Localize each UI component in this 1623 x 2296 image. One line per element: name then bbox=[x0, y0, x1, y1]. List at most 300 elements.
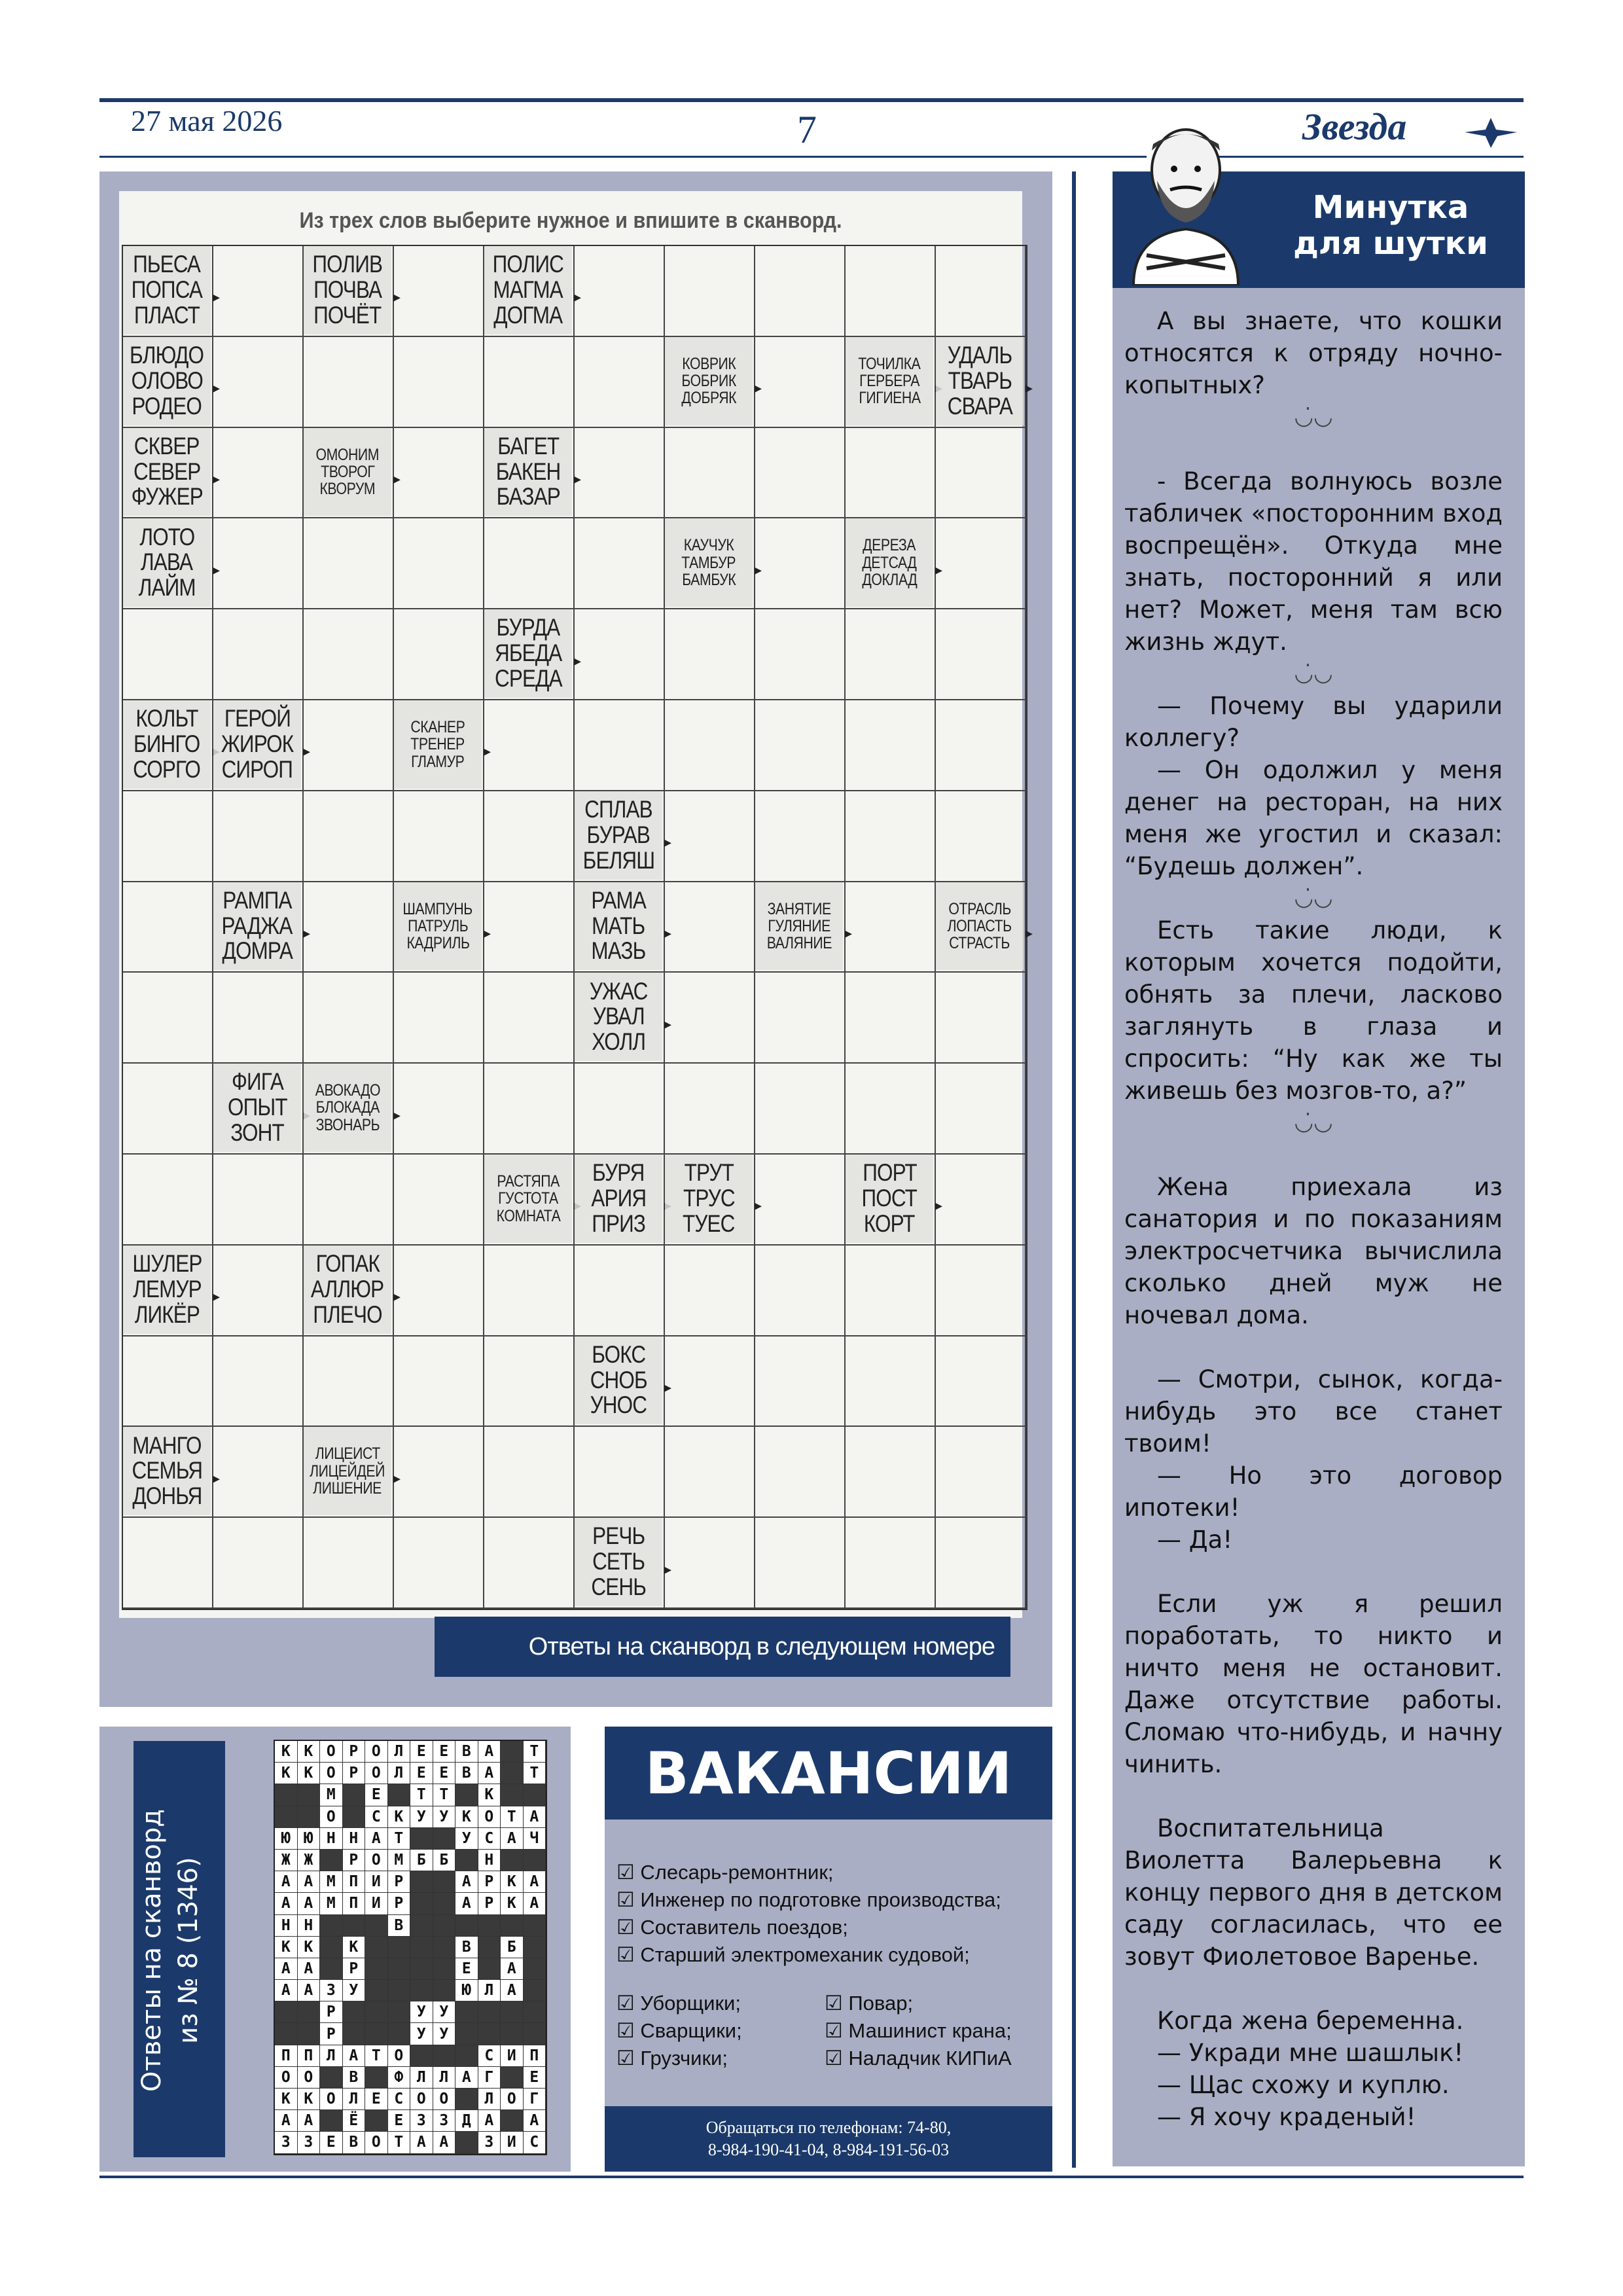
crossword-cell[interactable] bbox=[394, 1518, 484, 1609]
clue-word: ДОКЛАД bbox=[862, 570, 917, 589]
answer-cell: О bbox=[365, 1850, 388, 1871]
crossword-cell[interactable] bbox=[304, 337, 394, 428]
answers-label bbox=[134, 1748, 225, 2153]
crossword-cell[interactable] bbox=[846, 882, 936, 973]
answer-cell bbox=[433, 1937, 456, 1958]
crossword-cell[interactable] bbox=[484, 1246, 575, 1336]
crossword-cell[interactable] bbox=[936, 518, 1026, 609]
answer-cell: А bbox=[524, 2110, 546, 2132]
answer-cell: У bbox=[455, 1828, 478, 1850]
clue-word: МАГМА bbox=[493, 276, 563, 303]
crossword-clue bbox=[123, 518, 220, 607]
crossword-cell[interactable] bbox=[213, 1336, 304, 1427]
joke-12: — Укради мне шашлык! bbox=[1157, 2039, 1464, 2067]
joke-0: А вы знаете, что кошки относятся к отряду ночно-копытных? bbox=[1124, 307, 1503, 399]
crossword-cell[interactable] bbox=[394, 1246, 484, 1336]
smile-separator-icon: ◡̇◡ bbox=[1294, 885, 1333, 911]
crossword-clue bbox=[575, 1155, 662, 1243]
crossword-cell[interactable] bbox=[665, 700, 755, 791]
answer-cell bbox=[501, 2023, 524, 2045]
crossword-cell[interactable] bbox=[304, 1155, 394, 1246]
crossword-cell[interactable] bbox=[755, 1155, 846, 1246]
answer-cell bbox=[410, 1980, 433, 2001]
clue-word: СЕВЕР bbox=[133, 457, 201, 485]
joke-8: — Да! bbox=[1157, 1526, 1233, 1554]
answer-cell: М bbox=[388, 1850, 411, 1871]
crossword-cell[interactable] bbox=[936, 428, 1026, 519]
answer-cell bbox=[433, 1828, 456, 1850]
crossword-cell[interactable] bbox=[213, 973, 304, 1064]
answer-cell: О bbox=[320, 2089, 343, 2110]
crossword-cell[interactable] bbox=[123, 1064, 213, 1155]
clue-word: ГОПАК bbox=[315, 1249, 380, 1277]
joke-13: — Щас схожу и куплю. bbox=[1157, 2071, 1450, 2099]
crossword-cell[interactable] bbox=[484, 337, 575, 428]
answer-cell: А bbox=[298, 1893, 321, 1914]
crossword-cell[interactable] bbox=[846, 973, 936, 1064]
crossword-cell[interactable] bbox=[575, 518, 665, 609]
clue-word: ГУСТОТА bbox=[498, 1189, 558, 1208]
clue-word: ДОМРА bbox=[222, 937, 293, 965]
clue-word: РАМА bbox=[591, 886, 646, 914]
clue-word: БЕЛЯШ bbox=[582, 846, 654, 874]
crossword-cell[interactable] bbox=[936, 700, 1026, 791]
crossword-cell[interactable] bbox=[213, 246, 304, 337]
crossword-clue bbox=[394, 882, 491, 971]
answer-cell bbox=[433, 1893, 456, 1914]
answer-cell bbox=[275, 2001, 298, 2023]
crossword-cell[interactable] bbox=[484, 1427, 575, 1518]
answer-cell: А bbox=[298, 1980, 321, 2001]
crossword-cell[interactable] bbox=[304, 791, 394, 882]
crossword-cell[interactable] bbox=[936, 1336, 1026, 1427]
crossword-cell[interactable] bbox=[123, 791, 213, 882]
answer-cell: А bbox=[501, 1828, 524, 1850]
crossword-cell[interactable] bbox=[123, 882, 213, 973]
clue-word: ЛЕМУР bbox=[132, 1275, 202, 1302]
answer-cell: З bbox=[433, 2110, 456, 2132]
answer-cell: А bbox=[298, 1871, 321, 1893]
answer-cell bbox=[501, 2001, 524, 2023]
crossword-cell[interactable] bbox=[575, 609, 665, 700]
crossword-cell[interactable] bbox=[936, 1518, 1026, 1609]
answer-cell bbox=[365, 1980, 388, 2001]
crossword-cell[interactable] bbox=[575, 246, 665, 337]
clue-arrow-icon: ▸ bbox=[302, 743, 310, 760]
crossword-cell[interactable] bbox=[755, 700, 846, 791]
clue-word: ЖИРОК bbox=[221, 730, 294, 757]
clue-word: ДЕТСАД bbox=[862, 553, 917, 572]
answer-cell: К bbox=[501, 1871, 524, 1893]
answer-cell: Ф bbox=[388, 2067, 411, 2089]
clue-word: ОМОНИМ bbox=[315, 445, 380, 464]
answer-cell bbox=[433, 1871, 456, 1893]
answer-cell: П bbox=[343, 1893, 366, 1914]
answer-cell bbox=[455, 2132, 478, 2153]
answer-cell bbox=[501, 2110, 524, 2132]
answer-cell bbox=[433, 1915, 456, 1937]
crossword-cell[interactable] bbox=[394, 337, 484, 428]
clue-word: ХОЛЛ bbox=[592, 1028, 645, 1056]
answer-cell: Р bbox=[320, 2001, 343, 2023]
crossword-cell[interactable] bbox=[665, 1246, 755, 1336]
answer-cell: А bbox=[501, 1980, 524, 2001]
crossword-cell[interactable] bbox=[846, 791, 936, 882]
crossword-clue bbox=[123, 1246, 220, 1334]
crossword-cell[interactable] bbox=[394, 973, 484, 1064]
answer-cell: И bbox=[501, 2132, 524, 2153]
answer-cell: К bbox=[501, 1893, 524, 1914]
clue-word: СЕМЬЯ bbox=[132, 1457, 202, 1484]
crossword-cell[interactable] bbox=[213, 609, 304, 700]
crossword-clue bbox=[304, 1064, 401, 1152]
crossword-clue bbox=[575, 1518, 671, 1606]
answer-cell: Н bbox=[275, 1915, 298, 1937]
answer-cell bbox=[501, 1784, 524, 1806]
crossword-cell[interactable] bbox=[755, 246, 846, 337]
crossword-clue bbox=[304, 246, 401, 334]
jokes-text bbox=[1124, 305, 1503, 2133]
clue-arrow-icon: ▸ bbox=[935, 561, 942, 578]
answer-cell: А bbox=[455, 2067, 478, 2089]
clue-word: ДОНЬЯ bbox=[132, 1482, 202, 1510]
crossword-cell[interactable] bbox=[213, 1427, 304, 1518]
joke-14: — Я хочу краденый! bbox=[1157, 2103, 1416, 2131]
crossword-cell[interactable] bbox=[484, 1064, 575, 1155]
vacancy-item: ☑ Уборщики; bbox=[616, 1992, 741, 2015]
answer-cell bbox=[455, 1915, 478, 1937]
answer-cell: Е bbox=[365, 1784, 388, 1806]
answer-cell: С bbox=[478, 2045, 501, 2067]
answer-cell: М bbox=[320, 1784, 343, 1806]
crossword-caption bbox=[435, 1617, 1010, 1677]
joke-10: Воспитательница Виолетта Валерьевна к концу первого дня в детском саду согласилась, что ее зовут Фиолетовое Варенье. bbox=[1124, 1814, 1503, 1971]
crossword-cell[interactable] bbox=[755, 791, 846, 882]
crossword-caption-text: Ответы на сканворд в следующем номере bbox=[528, 1632, 995, 1660]
crossword-cell[interactable] bbox=[936, 1427, 1026, 1518]
crossword-cell[interactable] bbox=[575, 428, 665, 519]
crossword-cell[interactable] bbox=[304, 882, 394, 973]
answer-cell: Г bbox=[478, 2067, 501, 2089]
answer-cell: А bbox=[275, 2110, 298, 2132]
crossword-cell[interactable] bbox=[213, 428, 304, 519]
crossword-cell[interactable] bbox=[755, 1518, 846, 1609]
crossword-cell[interactable] bbox=[575, 1246, 665, 1336]
crossword-cell[interactable] bbox=[394, 1064, 484, 1155]
crossword-cell[interactable] bbox=[484, 1336, 575, 1427]
clue-word: ОТРАСЛЬ bbox=[948, 899, 1011, 918]
answer-cell: В bbox=[455, 1763, 478, 1784]
crossword-cell[interactable] bbox=[484, 973, 575, 1064]
answer-cell bbox=[478, 2001, 501, 2023]
crossword-cell[interactable] bbox=[665, 791, 755, 882]
joke-7: — Но это договор ипотеки! bbox=[1124, 1462, 1503, 1522]
crossword-cell[interactable] bbox=[665, 1518, 755, 1609]
clue-arrow-icon: ▸ bbox=[844, 924, 852, 941]
answer-cell: Р bbox=[343, 1763, 366, 1784]
crossword-cell[interactable] bbox=[304, 609, 394, 700]
clue-arrow-icon: ▸ bbox=[393, 1288, 401, 1305]
answer-cell bbox=[524, 1784, 546, 1806]
crossword-cell[interactable] bbox=[665, 1336, 755, 1427]
crossword-cell[interactable] bbox=[846, 1064, 936, 1155]
crossword-cell[interactable] bbox=[846, 1336, 936, 1427]
crossword-cell[interactable] bbox=[304, 1336, 394, 1427]
crossword-cell[interactable] bbox=[665, 609, 755, 700]
answer-cell: Т bbox=[365, 2045, 388, 2067]
answer-cell: К bbox=[298, 1741, 321, 1763]
clue-word: ЛИЦЕЙДЕЙ bbox=[310, 1462, 385, 1480]
crossword-cell[interactable] bbox=[665, 1064, 755, 1155]
answer-cell bbox=[343, 2001, 366, 2023]
crossword-cell[interactable] bbox=[213, 337, 304, 428]
answer-cell bbox=[343, 1784, 366, 1806]
clue-word: ТРЕНЕР bbox=[410, 735, 465, 754]
crossword-cell[interactable] bbox=[304, 973, 394, 1064]
answer-cell: Р bbox=[343, 1741, 366, 1763]
answer-cell: С bbox=[365, 1806, 388, 1828]
crossword-cell[interactable] bbox=[394, 518, 484, 609]
answer-cell bbox=[524, 1915, 546, 1937]
crossword-cell[interactable] bbox=[936, 973, 1026, 1064]
clue-word: СРЕДА bbox=[494, 665, 562, 692]
answer-cell: А bbox=[298, 1958, 321, 1980]
crossword-cell[interactable] bbox=[936, 246, 1026, 337]
crossword-cell[interactable] bbox=[394, 609, 484, 700]
crossword-cell[interactable] bbox=[665, 1427, 755, 1518]
crossword-cell[interactable] bbox=[846, 428, 936, 519]
crossword-cell[interactable] bbox=[213, 791, 304, 882]
clue-arrow-icon: ▸ bbox=[212, 380, 220, 397]
joke-6: — Смотри, сынок, когда-нибудь это все станет твоим! bbox=[1124, 1365, 1503, 1458]
crossword-cell[interactable] bbox=[846, 1518, 936, 1609]
clue-word: ТРУТ bbox=[684, 1159, 734, 1187]
crossword-cell[interactable] bbox=[394, 428, 484, 519]
clue-word: ГЕРОЙ bbox=[224, 705, 291, 732]
answer-cell: А bbox=[343, 2045, 366, 2067]
clue-word: ЛИЦЕИСТ bbox=[315, 1444, 380, 1463]
clue-arrow-icon: ▸ bbox=[302, 924, 310, 941]
vacancy-item: ☑ Наладчик КИПиА bbox=[825, 2047, 1012, 2070]
answer-cell: М bbox=[320, 1871, 343, 1893]
answer-cell: С bbox=[524, 2132, 546, 2153]
answer-cell: А bbox=[501, 1958, 524, 1980]
crossword-cell[interactable] bbox=[755, 1336, 846, 1427]
crossword-clue bbox=[936, 337, 1033, 425]
crossword-cell[interactable] bbox=[394, 246, 484, 337]
clue-word: ПОЛИС bbox=[492, 251, 564, 278]
answer-cell: О bbox=[320, 1763, 343, 1784]
crossword-cell[interactable] bbox=[213, 1518, 304, 1609]
crossword-clue bbox=[575, 973, 671, 1061]
clue-word: ПОПСА bbox=[131, 276, 203, 303]
clue-arrow-icon: ▸ bbox=[754, 1197, 762, 1214]
answer-cell: Л bbox=[388, 1763, 411, 1784]
joke-2: — Почему вы ударили коллегу? bbox=[1124, 692, 1503, 752]
answer-cell: Р bbox=[343, 1850, 366, 1871]
crossword-cell[interactable] bbox=[846, 700, 936, 791]
answer-cell: Р bbox=[343, 1958, 366, 1980]
crossword-cell[interactable] bbox=[755, 1064, 846, 1155]
crossword-cell[interactable] bbox=[484, 700, 575, 791]
crossword-cell[interactable] bbox=[755, 337, 846, 428]
crossword-cell[interactable] bbox=[665, 428, 755, 519]
answer-cell: А bbox=[275, 1980, 298, 2001]
clue-word: СНОБ bbox=[590, 1366, 647, 1393]
crossword-cell[interactable] bbox=[755, 1246, 846, 1336]
clue-word: ТУЕС bbox=[683, 1210, 735, 1237]
crossword-cell[interactable] bbox=[755, 518, 846, 609]
vacancy-item: ☑ Слесарь-ремонтник; bbox=[616, 1861, 834, 1884]
crossword-cell[interactable] bbox=[936, 1064, 1026, 1155]
answer-cell: Н bbox=[298, 1915, 321, 1937]
crossword-cell[interactable] bbox=[936, 1155, 1026, 1246]
crossword-clue bbox=[484, 428, 581, 516]
answer-cell bbox=[365, 2023, 388, 2045]
answer-cell: К bbox=[388, 1806, 411, 1828]
answer-cell: З bbox=[298, 2132, 321, 2153]
clue-arrow-icon: ▸ bbox=[935, 1197, 942, 1214]
crossword-cell[interactable] bbox=[484, 882, 575, 973]
clue-word: СВАРА bbox=[947, 392, 1012, 420]
answer-cell bbox=[524, 1958, 546, 1980]
answer-cell bbox=[455, 1850, 478, 1871]
crossword-cell[interactable] bbox=[936, 791, 1026, 882]
answer-cell: Т bbox=[524, 1763, 546, 1784]
answer-cell bbox=[501, 1850, 524, 1871]
crossword-clue bbox=[846, 337, 933, 425]
crossword-cell[interactable] bbox=[755, 1427, 846, 1518]
clue-arrow-icon: ▸ bbox=[393, 470, 401, 487]
clue-arrow-icon: ▸ bbox=[483, 743, 491, 760]
answer-cell: И bbox=[365, 1871, 388, 1893]
clue-word: ДЕРЕЗА bbox=[863, 536, 916, 555]
joke-4: Есть такие люди, к которым хочется подойти, обнять за плечи, ласково заглянуть в глаза и спросить: “Ну как же ты живешь без мозгов-то, а?” bbox=[1124, 916, 1503, 1105]
vacancy-item: ☑ Грузчики; bbox=[616, 2047, 728, 2070]
crossword-cell[interactable] bbox=[936, 609, 1026, 700]
crossword-cell[interactable] bbox=[755, 428, 846, 519]
bearded-man-illustration bbox=[1120, 124, 1251, 285]
crossword-cell[interactable] bbox=[394, 1336, 484, 1427]
crossword-cell[interactable] bbox=[846, 246, 936, 337]
crossword-cell[interactable] bbox=[304, 1518, 394, 1609]
crossword-cell[interactable] bbox=[394, 1155, 484, 1246]
crossword-cell[interactable] bbox=[846, 609, 936, 700]
answer-cell: О bbox=[320, 1741, 343, 1763]
clue-arrow-icon: ▸ bbox=[754, 380, 762, 397]
answer-cell: У bbox=[343, 1980, 366, 2001]
clue-arrow-icon: ▸ bbox=[212, 1469, 220, 1486]
answer-cell bbox=[455, 1784, 478, 1806]
clue-word: ПОЧВА bbox=[313, 276, 382, 303]
answer-cell bbox=[388, 1958, 411, 1980]
crossword-cell[interactable] bbox=[575, 337, 665, 428]
vacancy-item: ☑ Сварщики; bbox=[616, 2019, 742, 2042]
answer-cell: О bbox=[365, 2132, 388, 2153]
crossword-cell[interactable] bbox=[123, 1336, 213, 1427]
clue-word: ВАЛЯНИЕ bbox=[766, 934, 832, 953]
clue-arrow-icon: ▸ bbox=[212, 561, 220, 578]
answer-cell: Е bbox=[365, 2089, 388, 2110]
answer-cell: Л bbox=[433, 2067, 456, 2089]
answers-grid bbox=[274, 1740, 547, 2155]
crossword-cell[interactable] bbox=[575, 1064, 665, 1155]
crossword-cell[interactable] bbox=[665, 246, 755, 337]
vacancies-col2 bbox=[825, 1990, 1012, 2072]
answer-cell: А bbox=[524, 1871, 546, 1893]
clue-word: РАСТЯПА bbox=[497, 1172, 560, 1191]
crossword-cell[interactable] bbox=[484, 791, 575, 882]
crossword-cell[interactable] bbox=[936, 1246, 1026, 1336]
clue-word: ЛОТО bbox=[139, 523, 194, 550]
answer-cell bbox=[433, 1958, 456, 1980]
answers-label-line1: Ответы на сканворд bbox=[137, 1809, 167, 2092]
answer-cell: И bbox=[365, 1893, 388, 1914]
crossword-cell[interactable] bbox=[846, 1246, 936, 1336]
answer-cell: А bbox=[478, 1741, 501, 1763]
answer-cell: О bbox=[478, 1806, 501, 1828]
answer-cell: А bbox=[298, 2110, 321, 2132]
crossword-cell[interactable] bbox=[665, 973, 755, 1064]
clue-word: КВОРУМ bbox=[319, 480, 376, 499]
clue-word: ПАТРУЛЬ bbox=[407, 916, 469, 935]
crossword-cell[interactable] bbox=[394, 791, 484, 882]
crossword-cell[interactable] bbox=[665, 882, 755, 973]
answer-cell bbox=[455, 2089, 478, 2110]
crossword-cell[interactable] bbox=[123, 609, 213, 700]
clue-word: ПЛАСТ bbox=[134, 301, 200, 329]
answer-cell: О bbox=[320, 1806, 343, 1828]
clue-word: БЛЮДО bbox=[130, 341, 204, 368]
crossword-cell[interactable] bbox=[123, 1155, 213, 1246]
answer-cell: Р bbox=[478, 1871, 501, 1893]
clue-word: УНОС bbox=[590, 1391, 647, 1419]
clue-word: РАДЖА bbox=[222, 912, 293, 939]
crossword-cell[interactable] bbox=[123, 973, 213, 1064]
answer-cell bbox=[343, 2023, 366, 2045]
crossword-cell[interactable] bbox=[484, 1518, 575, 1609]
crossword-cell[interactable] bbox=[123, 1518, 213, 1609]
answer-cell bbox=[320, 1937, 343, 1958]
clue-arrow-icon: ▸ bbox=[212, 470, 220, 487]
clue-arrow-icon: ▸ bbox=[573, 470, 581, 487]
clue-word: АРИЯ bbox=[591, 1184, 646, 1211]
clue-word: СПЛАВ bbox=[584, 795, 652, 823]
crossword-cell[interactable] bbox=[213, 1246, 304, 1336]
crossword-cell[interactable] bbox=[213, 518, 304, 609]
crossword-cell[interactable] bbox=[755, 973, 846, 1064]
crossword-cell[interactable] bbox=[304, 700, 394, 791]
crossword-cell[interactable] bbox=[304, 518, 394, 609]
answer-cell: А bbox=[275, 1958, 298, 1980]
crossword-cell[interactable] bbox=[846, 1427, 936, 1518]
answer-cell: А bbox=[410, 2132, 433, 2153]
clue-arrow-icon: ▸ bbox=[664, 1378, 671, 1395]
clue-word: ПЛЕЧО bbox=[313, 1300, 382, 1328]
crossword-cell[interactable] bbox=[394, 1427, 484, 1518]
clue-word: ЛИШЕНИЕ bbox=[313, 1479, 382, 1498]
vacancy-item: ☑ Старший электромеханик судовой; bbox=[616, 1943, 970, 1966]
answer-cell bbox=[455, 2023, 478, 2045]
crossword-cell[interactable] bbox=[755, 609, 846, 700]
crossword-cell[interactable] bbox=[213, 1155, 304, 1246]
crossword-cell[interactable] bbox=[575, 700, 665, 791]
answer-cell: Л bbox=[388, 1741, 411, 1763]
crossword-cell[interactable] bbox=[484, 518, 575, 609]
crossword-cell[interactable] bbox=[575, 1427, 665, 1518]
answer-cell: Л bbox=[410, 2067, 433, 2089]
crossword-clue bbox=[484, 246, 581, 334]
